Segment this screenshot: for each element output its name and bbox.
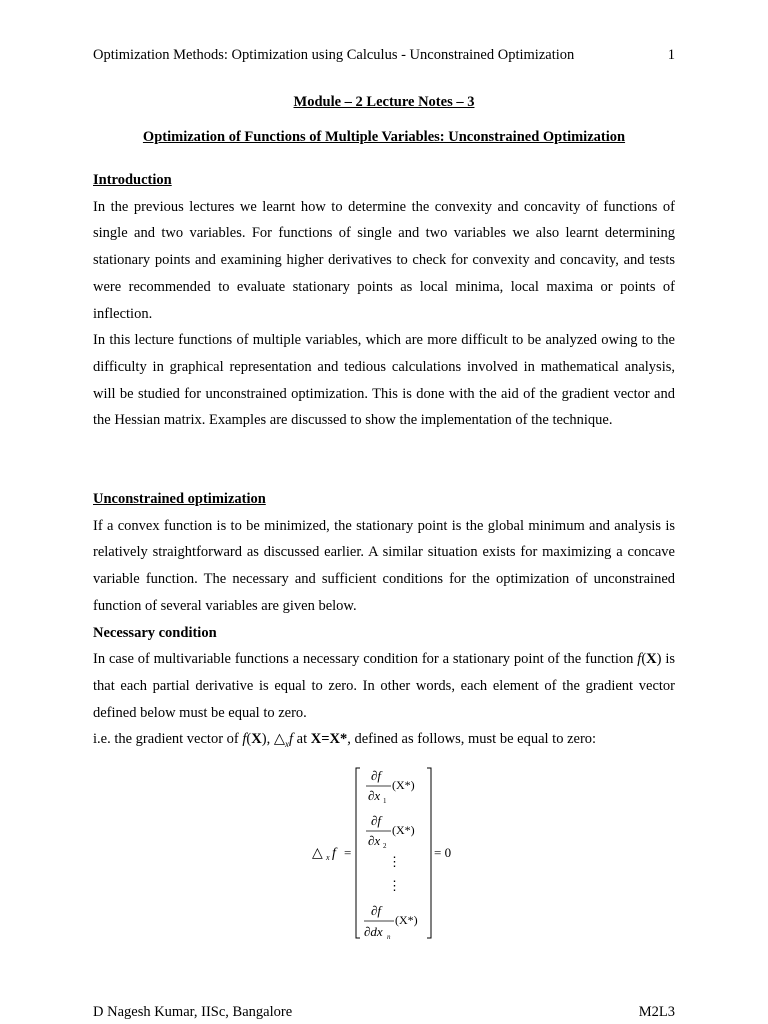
denominator-subscript-n: n	[387, 933, 391, 941]
lhs-equals: =	[344, 845, 352, 860]
partial-numerator-2: ∂f	[371, 813, 382, 828]
unconstrained-paragraph: If a convex function is to be minimized, the stationary point is the global minimum and analysis is relatively straightforward as discussed earlier. A similar situation exists for maximizing a concave variable function. The necessary and sufficient conditions for the optimization of unconstrained function of several variables are given below.	[93, 517, 675, 614]
gradient-subscript: x	[326, 853, 330, 862]
introduction-paragraph-1: In the previous lectures we learnt how to determine the convexity and concavity of functions of single and two variables. For functions of single and two variables we also learnt determining stationary points and examining higher derivatives to check for convexity and concavity, and tests were recommended to evaluate stationary points as local minima, local maxima or points of inflection.	[93, 198, 675, 322]
left-bracket	[356, 768, 360, 938]
page-number: 1	[667, 47, 675, 63]
lecture-title: Optimization of Functions of Multiple Variables: Unconstrained Optimization	[142, 129, 626, 145]
module-title: Module – 2 Lecture Notes – 3	[293, 94, 475, 110]
footer-author: D Nagesh Kumar, IISc, Bangalore	[93, 1004, 293, 1020]
denominator-subscript-1: 1	[383, 797, 387, 805]
vertical-dots-2: ⋮	[388, 878, 401, 893]
rhs-equals-zero: = 0	[434, 845, 452, 860]
argument-n: (X*)	[395, 913, 418, 927]
partial-numerator-n: ∂f	[371, 903, 382, 918]
partial-numerator-1: ∂f	[371, 768, 382, 783]
denominator-subscript-2: 2	[383, 842, 387, 850]
introduction-heading: Introduction	[93, 172, 172, 188]
page-footer	[93, 1004, 675, 1021]
page-header	[93, 47, 675, 64]
introduction-paragraph-2: In this lecture functions of multiple variables, which are more difficult to be analyzed owing to the difficulty in graphical representation and tedious calculations involved in mathematical analysis, will be studied for unconstrained optimization. This is done with the aid of the gradient vector and the Hessian matrix. Examples are discussed to show the implementation of the technique.	[93, 332, 675, 429]
argument-2: (X*)	[392, 823, 415, 837]
necessary-condition-heading: Necessary condition	[93, 624, 217, 641]
gradient-symbol: △	[312, 846, 323, 861]
necessary-paragraph-2: i.e. the gradient vector of f(X), $\triangle_xf$ at X=X*, defined as follows, must be equal to zero:	[93, 731, 597, 750]
partial-denominator-1: ∂x	[368, 788, 381, 803]
partial-denominator-n: ∂dx	[364, 924, 383, 939]
footer-code: M2L3	[638, 1004, 675, 1020]
necessary-paragraph-1: In case of multivariable functions a necessary condition for a stationary point of the function f(X) is that each partial derivative is equal to zero. In other words, each element of the gradient vector defined below must be equal to zero.	[93, 651, 675, 721]
gradient-function: f	[332, 846, 336, 861]
unconstrained-heading: Unconstrained optimization	[93, 491, 266, 507]
gradient-vector-equation	[300, 760, 470, 944]
partial-denominator-2: ∂x	[368, 833, 381, 848]
header-title: Optimization Methods: Optimization using Calculus - Unconstrained Optimization	[93, 47, 575, 63]
vertical-dots-1: ⋮	[388, 854, 401, 869]
section-introduction	[93, 167, 675, 434]
section-unconstrained	[93, 486, 675, 758]
argument-1: (X*)	[392, 778, 415, 792]
right-bracket	[427, 768, 431, 938]
